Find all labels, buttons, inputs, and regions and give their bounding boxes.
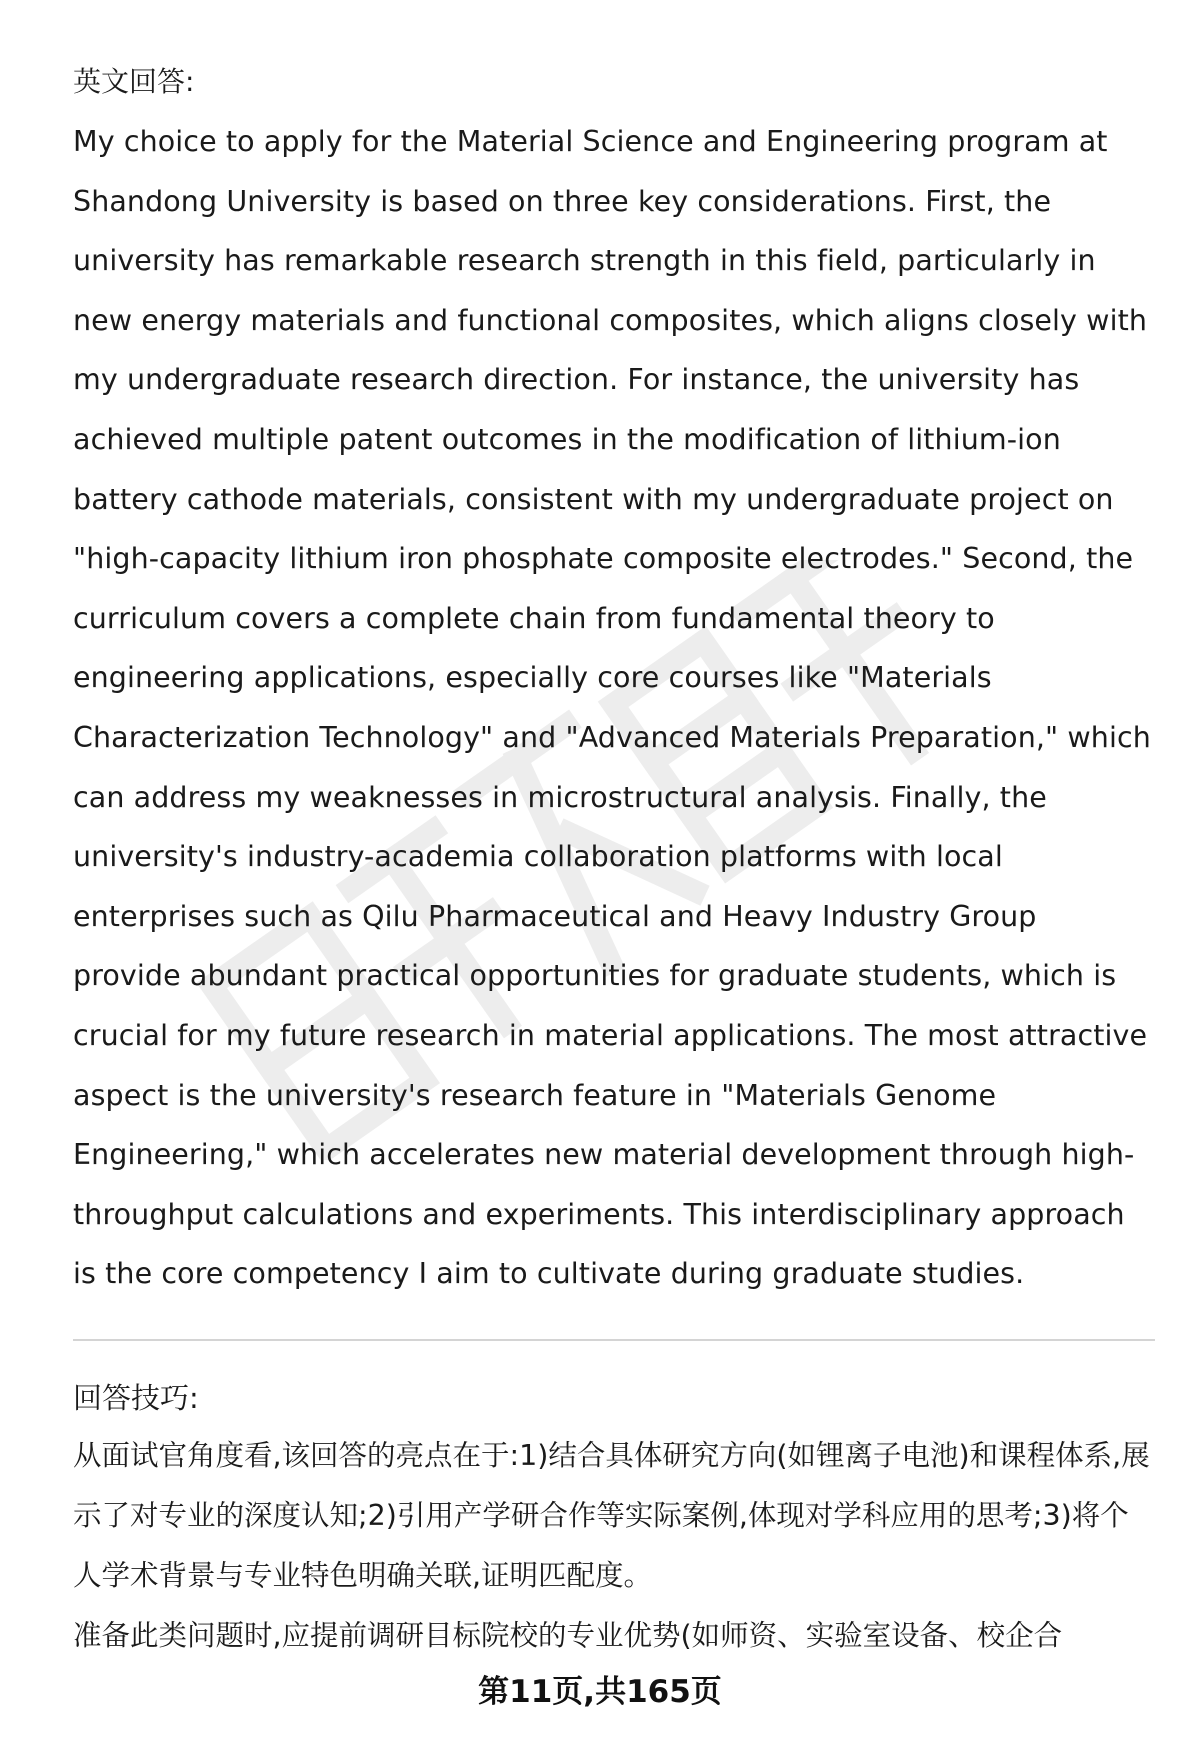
answer-tips-paragraph: 从面试官角度看,该回答的亮点在于:1)结合具体研究方向(如锂离子电池)和课程体系,展示了对专业的深度认知;2)引用产学研合作等实际案例,体现对学科应用的思考;3)将个人学术背景与专业特色明确关联,证明匹配度。	[73, 1439, 1150, 1592]
english-answer-section	[73, 64, 1153, 1304]
answer-tips-body	[73, 1426, 1153, 1666]
answer-tips-paragraph: 准备此类问题时,应提前调研目标院校的专业优势(如师资、实验室设备、校企合	[73, 1619, 1063, 1652]
english-answer-body: My choice to apply for the Material Science and Engineering program at Shandong University is based on three key considerations. First, the university has remarkable research strength in this field, particularly in new energy materials and functional composites, which aligns closely with my undergraduate research direction. For instance, the university has achieved multiple patent outcomes in the modification of lithium-ion battery cathode materials, consistent with my undergraduate project on "high-capacity lithium iron phosphate composite electrodes." Second, the curriculum covers a complete chain from fundamental theory to engineering applications, especially core courses like "Materials Characterization Technology" and "Advanced Materials Preparation," which can address my weaknesses in microstructural analysis. Finally, the university's industry-academia collaboration platforms with local enterprises such as Qilu Pharmaceutical and Heavy Industry Group provide abundant practical opportunities for graduate students, which is crucial for my future research in material applications. The most attractive aspect is the university's research feature in "Materials Genome Engineering," which accelerates new material development through high-throughput calculations and experiments. This interdisciplinary approach is the core competency I aim to cultivate during graduate studies.	[73, 125, 1151, 1291]
english-answer-label: 英文回答:	[73, 65, 195, 98]
page-number: 第11页,共165页	[478, 1674, 722, 1710]
answer-tips-section	[73, 1380, 1153, 1666]
section-divider	[73, 1339, 1155, 1341]
answer-tips-label: 回答技巧:	[73, 1381, 199, 1415]
